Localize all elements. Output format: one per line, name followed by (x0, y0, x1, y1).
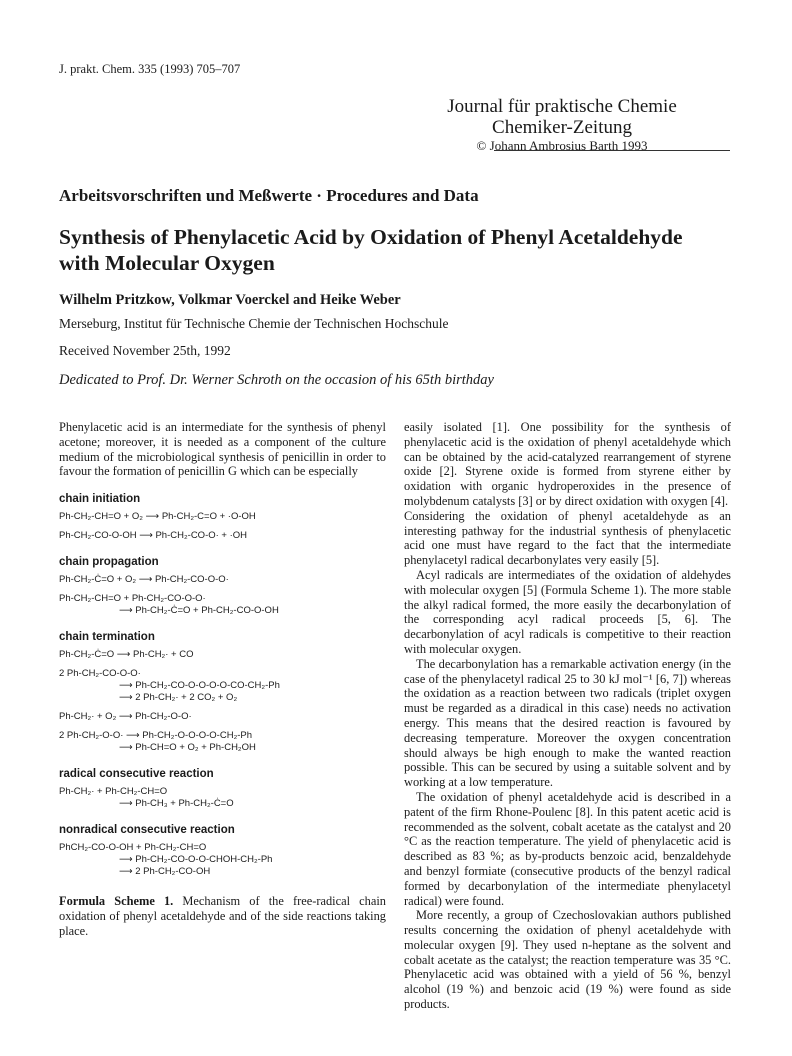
scheme-heading-initiation: chain initiation (59, 493, 141, 506)
reaction-8-line1: 2 Ph-CH₂-O-O· ⟶ Ph-CH₂-O-O-O-O-CH₂-Ph (59, 730, 253, 742)
reaction-7: Ph-CH₂· + O₂ ⟶ Ph-CH₂-O-O· (59, 711, 192, 723)
scheme-caption-text: Mechanism of the free-radical chain oxidation of phenyl acetaldehyde and of the side reactions taking place. (59, 894, 386, 938)
reaction-6 (59, 668, 386, 704)
journal-publisher: © Johann Ambrosius Barth 1993 (476, 138, 648, 153)
journal-subtitle: Chemiker-Zeitung (492, 117, 632, 138)
article-title (59, 224, 739, 276)
masthead-rule (494, 150, 730, 151)
reaction-9-line2: ⟶ Ph-CH₃ + Ph-CH₂-Ċ=O (119, 798, 234, 810)
dedication: Dedicated to Prof. Dr. Werner Schroth on the occasion of his 65th birthday (59, 372, 494, 388)
reaction-10-line2: ⟶ Ph-CH₂-CO-O-O-CHOH-CH₂-Ph (119, 854, 273, 866)
reaction-10 (59, 842, 386, 878)
body-paragraph-1: easily isolated [1]. One possibility for the synthesis of phenylacetic acid is the oxidation of phenyl acetaldehyde which can be obtained by the acid-catalyzed rearrangement of styrene oxide [2]. Styrene oxide is formed from styrene either by oxidation with organic hydroperoxides in the presence of molybdenum catalysts [3] or by direct oxidation with oxygen [4]. (404, 420, 731, 508)
reaction-9-line1: Ph-CH₂· + Ph-CH₂-CH=O (59, 786, 168, 798)
scheme-heading-termination: chain termination (59, 631, 155, 644)
article-authors: Wilhelm Pritzkow, Volkmar Voerckel and Heike Weber (59, 292, 401, 308)
right-column (404, 420, 731, 1012)
reaction-10-line3: ⟶ 2 Ph-CH₂-CO-OH (119, 866, 211, 878)
reaction-2: Ph-CH₂-CO-O-OH ⟶ Ph-CH₂-CO-O· + ·OH (59, 530, 248, 542)
reaction-1: Ph-CH₂-CH=O + O₂ ⟶ Ph-CH₂-C=O + ·O-OH (59, 511, 256, 523)
formula-scheme-1 (59, 493, 386, 878)
journal-masthead (402, 96, 722, 154)
scheme-caption (59, 894, 386, 938)
article-title-line2: with Molecular Oxygen (59, 251, 275, 275)
body-paragraph-2: Considering the oxidation of phenyl acetaldehyde as an interesting pathway for the industrial synthesis of phenylacetic acid one must have regard to the fact that the intermediate phenylacetyl radical decarbonylates very easily [5]. (404, 508, 731, 568)
reaction-9 (59, 786, 386, 810)
body-paragraph-3: Acyl radicals are intermediates of the oxidation of aldehydes with molecular oxygen [5] (Formula Scheme 1). The more stable the alkyl radical formed, the more easily the decarbonylation of the corresponding acyl radical proceeds [5, 6]. The decarbonylation of acyl radicals is competitive to their reaction with molecular oxygen. (404, 567, 731, 656)
reaction-5: Ph-CH₂-Ċ=O ⟶ Ph-CH₂· + CO (59, 649, 194, 661)
reaction-8-line2: ⟶ Ph-CH=O + O₂ + Ph-CH₂OH (119, 742, 256, 754)
body-paragraph-4: The decarbonylation has a remarkable activation energy (in the case of the phenylacetyl radical 25 to 30 kJ mol⁻¹ [6, 7]) whereas the oxidation as a reaction between two radicals (triplet oxygen must be regarded as a diradical in this case) needs no activation energy. This means that the desired reaction is favoured by decreasing temperature. Moreover the oxygen concentration should always be high enough to make the wanted reaction possible. This can be secured by using a suitable solvent and by working at a low temperature. (404, 656, 731, 790)
scheme-heading-nonradical-consecutive: nonradical consecutive reaction (59, 824, 235, 837)
reaction-3: Ph-CH₂-Ċ=O + O₂ ⟶ Ph-CH₂-CO-O-O· (59, 574, 229, 586)
section-heading: Arbeitsvorschriften und Meßwerte · Procedures and Data (59, 186, 479, 205)
scheme-heading-radical-consecutive: radical consecutive reaction (59, 768, 214, 781)
body-paragraph-5: The oxidation of phenyl acetaldehyde acid is described in a patent of the firm Rhone-Poulenc [8]. In this patent acetic acid is recommended as the solvent, cobalt acetate as the catalyst and 20 °C as the reaction temperature. The yield of phenylacetic acid is described as 83 %; as by-products benzoic acid, benzaldehyde and benzyl formiate (consecutive products of the benzyl radical formed by decarbonylation of the intermediate phenylacetyl radical) were found. (404, 789, 731, 908)
body-paragraph-6: More recently, a group of Czechoslovakian authors published results concerning the oxidation of phenyl acetaldehyde with molecular oxygen [9]. They used n-heptane as the solvent and cobalt acetate as the catalyst; the reaction temperature was 35 °C. Phenylacetic acid was obtained with a yield of 56 %, benzyl alcohol (19 %) and benzoic acid (19 %) were found as side products. (404, 908, 731, 1012)
reaction-8 (59, 730, 386, 754)
scheme-caption-label: Formula Scheme 1. (59, 894, 174, 909)
reaction-6-line1: 2 Ph-CH₂-CO-O-O· (59, 668, 141, 680)
intro-paragraph: Phenylacetic acid is an intermediate for the synthesis of phenyl acetone; moreover, it is needed as a component of the culture medium of the microbiological synthesis of penicillin in order to favour the formation of penicillin G which can be especially (59, 420, 386, 479)
article-affiliation: Merseburg, Institut für Technische Chemie der Technischen Hochschule (59, 316, 449, 331)
reaction-4 (59, 593, 386, 617)
article-title-line1: Synthesis of Phenylacetic Acid by Oxidation of Phenyl Acetaldehyde (59, 225, 683, 249)
received-date: Received November 25th, 1992 (59, 343, 231, 358)
reaction-4-line2: ⟶ Ph-CH₂-Ċ=O + Ph-CH₂-CO-O-OH (119, 605, 279, 617)
reaction-10-line1: PhCH₂-CO-O-OH + Ph-CH₂-CH=O (59, 842, 207, 854)
journal-citation: J. prakt. Chem. 335 (1993) 705–707 (59, 62, 241, 76)
left-column (59, 420, 386, 939)
reaction-6-line3: ⟶ 2 Ph-CH₂· + 2 CO₂ + O₂ (119, 692, 238, 704)
journal-name: Journal für praktische Chemie (447, 96, 677, 117)
reaction-6-line2: ⟶ Ph-CH₂-CO-O-O-O-O-CO-CH₂-Ph (119, 680, 280, 692)
reaction-4-line1: Ph-CH₂-CH=O + Ph-CH₂-CO-O-O· (59, 593, 206, 605)
scheme-heading-propagation: chain propagation (59, 556, 159, 569)
